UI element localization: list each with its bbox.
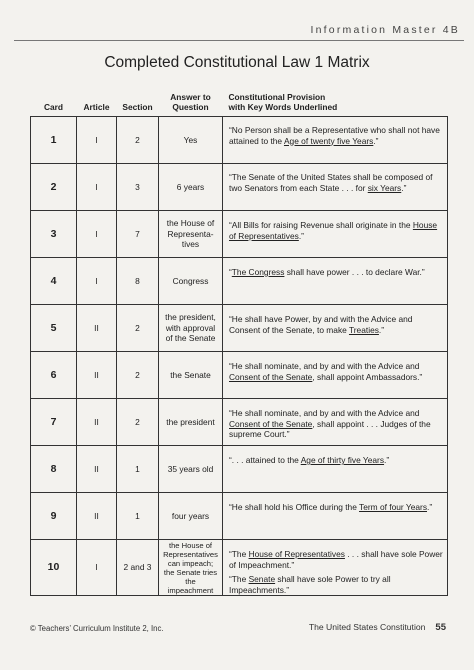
provision-quote: [229, 220, 443, 241]
provision-cell: [223, 352, 448, 399]
section-cell: 7: [117, 211, 159, 258]
provision-text: .”: [378, 324, 385, 335]
article-cell: I: [77, 117, 117, 164]
provision-text: , shall appoint . . . Judges of the supreme Court.”: [229, 418, 431, 439]
answer-cell: the House of Representa-tives: [159, 211, 223, 258]
article-cell: II: [77, 305, 117, 352]
provision-quote: [229, 361, 443, 382]
copyright-notice: © Teachers’ Curriculum Institute 2, Inc.: [30, 624, 164, 633]
provision-cell: [223, 117, 448, 164]
key-words-underlined: six Years: [367, 182, 402, 193]
key-words-underlined: Consent of the Senate: [229, 418, 313, 429]
provision-cell: [223, 164, 448, 211]
table-row: [31, 399, 448, 446]
section-cell: 2 and 3: [117, 540, 159, 596]
answer-cell: Yes: [159, 117, 223, 164]
provision-text: shall have sole Power to try all Impeachments.”: [229, 574, 391, 595]
answer-cell: the House of Representatives can impeach; the Senate tries the impeachment: [159, 540, 223, 596]
column-header-answer: [159, 82, 223, 117]
column-header-answer-line-1: Answer to: [170, 92, 211, 102]
provision-text: shall have power . . . to declare War.”: [284, 267, 425, 277]
provision-text: , shall appoint Ambassadors.”: [312, 371, 423, 382]
table-row: [31, 258, 448, 305]
card-number: 5: [31, 305, 77, 352]
provision-cell: [223, 446, 448, 493]
answer-cell: Congress: [159, 258, 223, 305]
section-cell: 2: [117, 399, 159, 446]
section-cell: 2: [117, 352, 159, 399]
provision-text: “All Bills for raising Revenue shall originate in the: [229, 220, 413, 230]
column-header-article: Article: [77, 82, 117, 117]
table-row: [31, 446, 448, 493]
provision-text: “The Senate of the United States shall be composed of two Senators from each State . . . for: [229, 172, 433, 193]
column-header-answer-line-2: Question: [172, 102, 209, 112]
provision-quote: [229, 502, 443, 513]
column-header-provision: [223, 82, 448, 117]
matrix-body: [31, 117, 448, 596]
article-cell: I: [77, 164, 117, 211]
constitutional-law-matrix: [30, 82, 448, 596]
key-words-underlined: Age of thirty five Years: [300, 455, 385, 465]
provision-text: “The: [229, 574, 249, 584]
provision-text: . . . shall have sole Power of Impeachment.”: [229, 549, 443, 570]
provision-cell: [223, 258, 448, 305]
key-words-underlined: Consent of the Senate: [229, 371, 313, 382]
key-words-underlined: Term of four Years: [359, 502, 428, 512]
key-words-underlined: Treaties: [348, 324, 379, 335]
card-number: 1: [31, 117, 77, 164]
table-row: [31, 211, 448, 258]
column-header-provision-line-1: Constitutional Provision: [228, 92, 326, 102]
answer-cell: 6 years: [159, 164, 223, 211]
book-title: The United States Constitution: [308, 622, 426, 632]
article-cell: II: [77, 399, 117, 446]
provision-text: .”: [401, 182, 407, 193]
table-row: [31, 493, 448, 540]
card-number: 10: [31, 540, 77, 596]
column-header-provision-line-2: with Key Words Underlined: [228, 102, 338, 112]
table-row: [31, 164, 448, 211]
card-number: 3: [31, 211, 77, 258]
page-number: 55: [435, 622, 446, 633]
column-header-section: Section: [117, 82, 159, 117]
provision-text: “No Person shall be a Representative who shall not have attained to the: [229, 125, 440, 146]
provision-text: “He shall have Power, by and with the Advice and Consent of the Senate, to make: [229, 314, 413, 335]
answer-cell: the Senate: [159, 352, 223, 399]
footer-book-info: [309, 622, 446, 633]
page-title: Completed Constitutional Law 1 Matrix: [104, 54, 370, 71]
provision-cell: [223, 493, 448, 540]
matrix-header-row: [31, 82, 448, 117]
provision-text: .”: [427, 502, 433, 512]
provision-quote: [229, 172, 443, 193]
information-master-label: Information Master 4B: [310, 24, 460, 36]
section-cell: 3: [117, 164, 159, 211]
provision-text: “He shall nominate, and by and with the Advice and: [229, 408, 420, 418]
provision-text: “. . . attained to the: [229, 455, 301, 465]
key-words-underlined: The Congress: [231, 267, 285, 277]
answer-cell: the president, with approval of the Senate: [159, 305, 223, 352]
card-number: 7: [31, 399, 77, 446]
provision-quote: [229, 314, 443, 335]
table-row: [31, 117, 448, 164]
section-cell: 1: [117, 446, 159, 493]
provision-text: .”: [373, 135, 379, 146]
provision-text: “The: [229, 549, 249, 559]
provision-quote: [229, 549, 443, 570]
key-words-underlined: House of Representatives: [229, 220, 438, 241]
article-cell: II: [77, 352, 117, 399]
article-cell: II: [77, 493, 117, 540]
card-number: 6: [31, 352, 77, 399]
card-number: 9: [31, 493, 77, 540]
answer-cell: four years: [159, 493, 223, 540]
provision-quote: [229, 574, 443, 595]
provision-cell: [223, 540, 448, 596]
provision-cell: [223, 399, 448, 446]
table-row: [31, 352, 448, 399]
article-cell: II: [77, 446, 117, 493]
provision-text: .”: [384, 455, 390, 465]
key-words-underlined: Age of twenty five Years: [283, 135, 374, 146]
provision-cell: [223, 305, 448, 352]
provision-text: .”: [298, 230, 304, 241]
section-cell: 1: [117, 493, 159, 540]
provision-quote: [229, 125, 443, 146]
provision-cell: [223, 211, 448, 258]
article-cell: I: [77, 540, 117, 596]
section-cell: 2: [117, 117, 159, 164]
card-number: 8: [31, 446, 77, 493]
provision-quote: [229, 408, 443, 440]
provision-text: “He shall nominate, and by and with the Advice and: [229, 361, 420, 371]
article-cell: I: [77, 211, 117, 258]
card-number: 4: [31, 258, 77, 305]
answer-cell: 35 years old: [159, 446, 223, 493]
article-cell: I: [77, 258, 117, 305]
answer-cell: the president: [159, 399, 223, 446]
key-words-underlined: House of Representatives: [248, 549, 345, 559]
table-row: [31, 305, 448, 352]
provision-quote: [229, 455, 443, 466]
section-cell: 2: [117, 305, 159, 352]
provision-quote: [229, 267, 443, 278]
card-number: 2: [31, 164, 77, 211]
provision-text: “: [229, 267, 232, 277]
provision-text: “He shall hold his Office during the: [229, 502, 360, 512]
header-rule: [14, 40, 464, 41]
section-cell: 8: [117, 258, 159, 305]
table-row: [31, 540, 448, 596]
key-words-underlined: Senate: [248, 574, 276, 584]
column-header-card: Card: [31, 82, 77, 117]
